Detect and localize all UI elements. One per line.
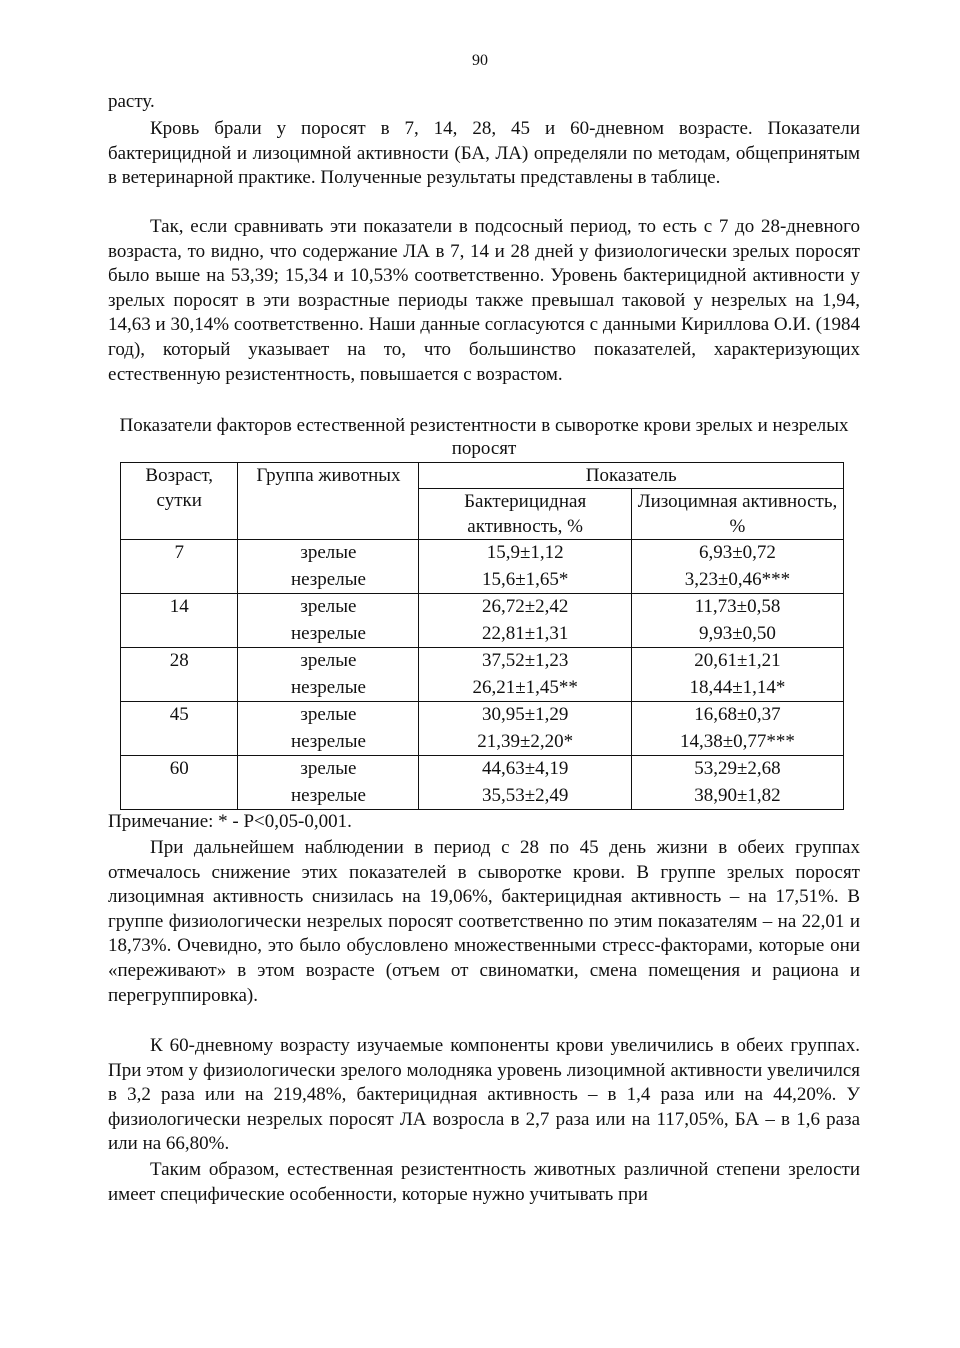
table-row <box>121 594 844 648</box>
header-age: Возраст, сутки <box>121 463 238 540</box>
table-row <box>121 702 844 756</box>
age-cell: 14 <box>121 594 238 648</box>
header-indicator: Показатель <box>419 463 844 489</box>
table-caption: Показатели факторов естественной резистентности в сыворотке крови зрелых и незрелых поросят <box>119 415 849 459</box>
paragraph-3: Так, если сравнивать эти показатели в подсосный период, то есть с 7 до 28-дневного возраста, то видно, что содержание ЛА в 7, 14 и 28 дней у физиологически зрелых поросят было выше на 53,39; 15,34 и 10,53% соответственно. Уровень бактерицидной активности у зрелых поросят в эти возрастные периоды также превышал таковой у незрелых на 1,94, 14,63 и 30,14% соответственно. Наши данные согласуются с данными Кириллова О.И. (1984 год), который указывает на то, что большинство показателей, характеризующих естественную резистентность, повышается с возрастом. <box>108 216 860 385</box>
la-cell: 20,61±1,21 18,44±1,14* <box>631 648 843 702</box>
la-cell: 11,73±0,58 9,93±0,50 <box>631 594 843 648</box>
group-cell: зрелые незрелые <box>238 594 419 648</box>
paragraph-6: Таким образом, естественная резистентность животных различной степени зрелости имеет специфические особенности, которые нужно учитывать при <box>108 1159 860 1205</box>
page-number: 90 <box>472 52 488 69</box>
ba-cell: 30,95±1,29 21,39±2,20* <box>419 702 632 756</box>
age-cell: 7 <box>121 540 238 594</box>
la-cell: 16,68±0,37 14,38±0,77*** <box>631 702 843 756</box>
table-row <box>121 540 844 594</box>
group-cell: зрелые незрелые <box>238 756 419 810</box>
age-cell: 45 <box>121 702 238 756</box>
paragraph-5: К 60-дневному возрасту изучаемые компоненты крови увеличились в обеих группах. При этом у физиологически зрелого молодняка уровень лизоцимной активности увеличился в 3,2 раза или на 219,48%, бактерицидная активность – в 1,4 раза или на 44,20%. У физиологически незрелых поросят ЛА возросла в 2,7 раза или на 117,05%, БА – в 1,6 раза или на 66,80%. <box>108 1035 860 1155</box>
ba-cell: 37,52±1,23 26,21±1,45** <box>419 648 632 702</box>
group-cell: зрелые незрелые <box>238 540 419 594</box>
paragraph-1: расту. <box>108 91 155 112</box>
header-lysozyme: Лизоцимная активность, % <box>631 489 843 540</box>
table-row <box>121 756 844 810</box>
age-cell: 28 <box>121 648 238 702</box>
ba-cell: 26,72±2,42 22,81±1,31 <box>419 594 632 648</box>
group-cell: зрелые незрелые <box>238 648 419 702</box>
ba-cell: 44,63±4,19 35,53±2,49 <box>419 756 632 810</box>
la-cell: 53,29±2,68 38,90±1,82 <box>631 756 843 810</box>
age-cell: 60 <box>121 756 238 810</box>
la-cell: 6,93±0,72 3,23±0,46*** <box>631 540 843 594</box>
table-note: Примечание: * - P<0,05-0,001. <box>108 811 352 832</box>
ba-cell: 15,9±1,12 15,6±1,65* <box>419 540 632 594</box>
paragraph-2: Кровь брали у поросят в 7, 14, 28, 45 и 60-дневном возрасте. Показатели бактерицидной и лизоцимной активности (БА, ЛА) определяли по методам, общепринятым в ветеринарной практике. Полученные результаты представлены в таблице. <box>108 118 860 189</box>
header-bactericidal: Бактерицидная активность, % <box>419 489 632 540</box>
header-group: Группа животных <box>238 463 419 540</box>
results-table <box>120 462 844 810</box>
paragraph-4: При дальнейшем наблюдении в период с 28 по 45 день жизни в обеих группах отмечалось снижение этих показателей в сыворотке крови. В группе зрелых поросят лизоцимная активность снизилась на 19,06%, бактерицидная активность – на 17,51%. В группе физиологически незрелых поросят соответственно по этим показателям – на 22,01 и 18,73%. Очевидно, это было обусловлено множественными стресс-факторами, которые они «переживают» в этом возрасте (отъем от свиноматки, смена помещения и рациона и перегруппировка). <box>108 837 860 1006</box>
table-row <box>121 648 844 702</box>
group-cell: зрелые незрелые <box>238 702 419 756</box>
